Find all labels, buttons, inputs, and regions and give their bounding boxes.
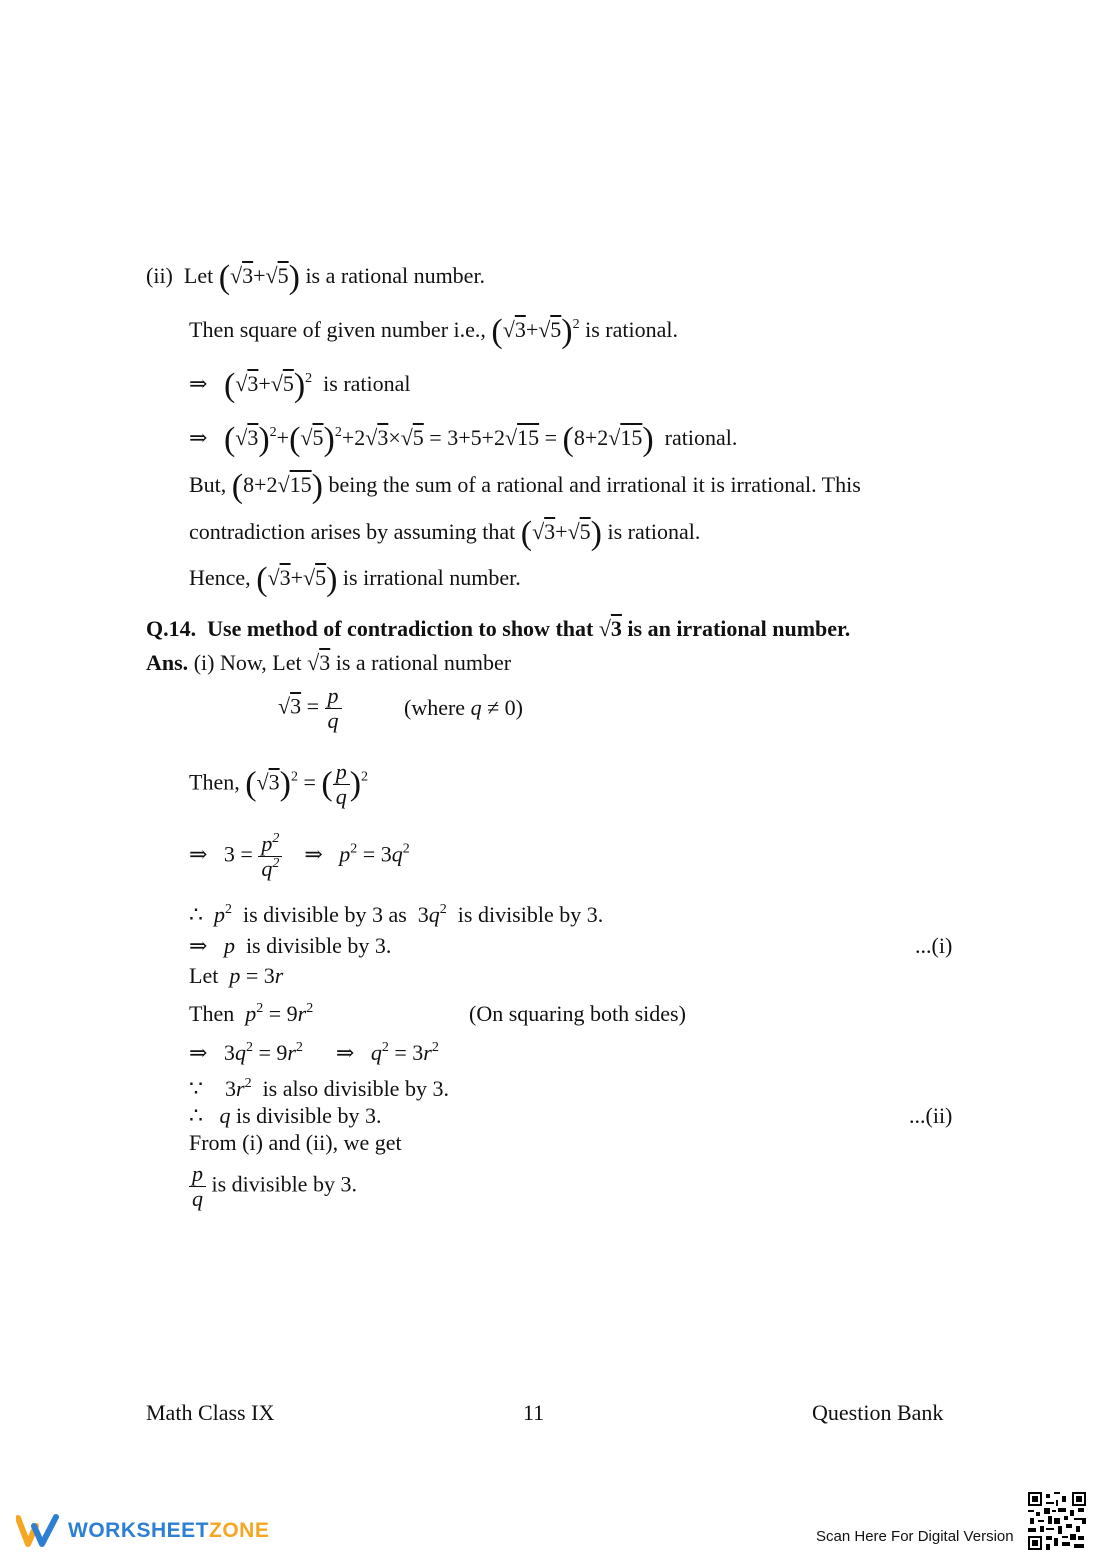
ref-i: ...(i) <box>915 933 953 958</box>
line-div-3: ∵ $3r^2$ is also divisible by 3. <box>189 1076 449 1101</box>
w-logo-icon <box>16 1514 60 1548</box>
answer-start: Ans. (i) Now, Let √3 is a rational number <box>146 650 512 675</box>
part-label: (ii) <box>146 263 173 288</box>
line-contradiction: contradiction arises by assuming that (√3+√5) is rational. <box>189 515 701 552</box>
worksheetzone-logo[interactable] <box>16 1514 269 1548</box>
line-final: $\frac{p}{q}$ is divisible by 3. <box>189 1162 357 1211</box>
line-but: But, (8+2√15) being the sum of a rational and irrational it is irrational. This <box>189 468 861 505</box>
line-div-2: ⇒ p is divisible by 3. <box>189 933 392 958</box>
line-ii: (ii) Let (√3+√5) is a rational number. <box>146 259 486 296</box>
line-then-p2: Then $p^2 = 9r^2$ <box>189 1001 314 1026</box>
line-3q2: ⇒ $3q^2 = 9r^2$ ⇒ $q^2 = 3r^2$ <box>189 1040 439 1065</box>
line-div-1: ∴ $p^2$ is divisible by 3 as $3q^2$ is divisible by 3. <box>189 902 604 927</box>
footer-page-number: 11 <box>523 1400 545 1425</box>
footer-right: Question Bank <box>812 1400 944 1425</box>
line-from: From (i) and (ii), we get <box>189 1130 402 1155</box>
eq-then-square: Then, $(√3)^2$ = ( $\frac{p}{q}$ )$^2$ <box>189 759 369 809</box>
qr-code-icon[interactable] <box>1028 1492 1086 1550</box>
line-let: Let p = 3r <box>189 963 284 988</box>
brand-name: WORKSHEETZONE <box>68 1519 270 1542</box>
squaring-note: (On squaring both sides) <box>469 1001 686 1026</box>
eq-sqrt3-pq: √3 = $\frac{p}{q}$ <box>278 684 342 733</box>
line-square: Then square of given number i.e., $(√3+√5)^2$ is rational. <box>189 313 678 350</box>
line-implies-1: ⇒ $(√3+√5)^2$ is rational <box>189 367 411 404</box>
eq-3-p2q2: ⇒ 3 = $\frac{p^2}{q^2}$ ⇒ $p^2 = 3q^2$ <box>189 831 410 881</box>
footer-left: Math Class IX <box>146 1400 275 1425</box>
where-note: (where q ≠ 0) <box>404 695 523 720</box>
scan-caption: Scan Here For Digital Version <box>816 1528 1014 1545</box>
line-implies-2: ⇒ $(√3)^2+(√5)^2+2√3\times√5 = 3+5+2√15 = (8+2√15)$ rational. <box>189 421 738 458</box>
question-14: Q.14. Use method of contradiction to show that √3 is an irrational number. <box>146 616 851 641</box>
line-hence: Hence, (√3+√5) is irrational number. <box>189 561 521 598</box>
ref-ii: ...(ii) <box>909 1103 953 1128</box>
line-div-4: ∴ q is divisible by 3. <box>189 1103 382 1128</box>
